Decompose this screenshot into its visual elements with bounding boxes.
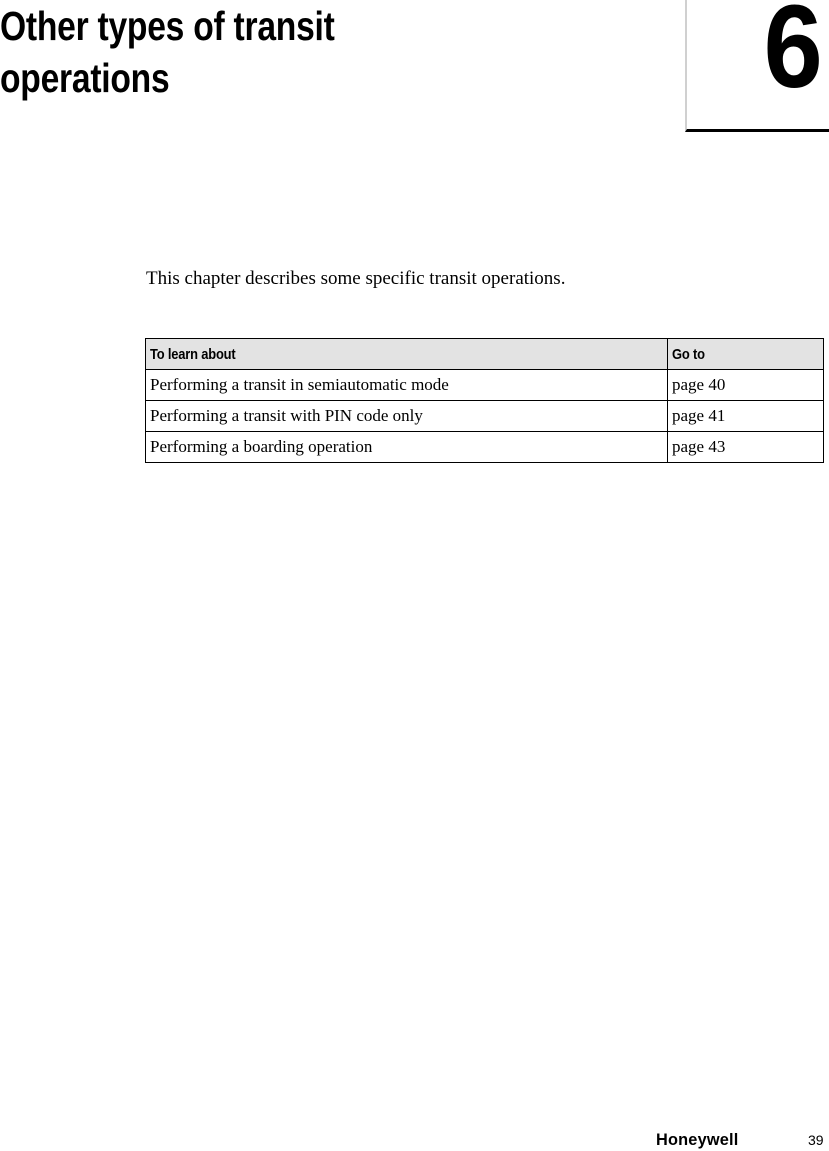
- topic-cell: Performing a transit with PIN code only: [146, 401, 668, 432]
- column-header-page-label: Go to: [672, 345, 705, 363]
- table-header-row: [146, 339, 824, 370]
- topic-cell: Performing a transit in semiautomatic mode: [146, 370, 668, 401]
- chapter-title: [0, 0, 459, 104]
- topic-cell: Performing a boarding operation: [146, 432, 668, 463]
- page-link[interactable]: page 41: [668, 401, 824, 432]
- chapter-title-line-2: operations: [0, 55, 170, 101]
- intro-paragraph: This chapter describes some specific transit operations.: [146, 268, 566, 289]
- chapter-number: 6: [763, 0, 823, 113]
- page-number: 39: [808, 1132, 824, 1148]
- chapter-number-box: [685, 0, 829, 132]
- column-header-topic: [146, 339, 668, 370]
- chapter-title-line-1: Other types of transit: [0, 3, 335, 49]
- cross-reference-table: [145, 338, 824, 463]
- column-header-topic-label: To learn about: [150, 345, 236, 363]
- page-link[interactable]: page 43: [668, 432, 824, 463]
- column-header-page: [668, 339, 824, 370]
- table-row: [146, 432, 824, 463]
- honeywell-logo: Honeywell: [656, 1130, 739, 1149]
- table-row: [146, 401, 824, 432]
- page-link[interactable]: page 40: [668, 370, 824, 401]
- table-row: [146, 370, 824, 401]
